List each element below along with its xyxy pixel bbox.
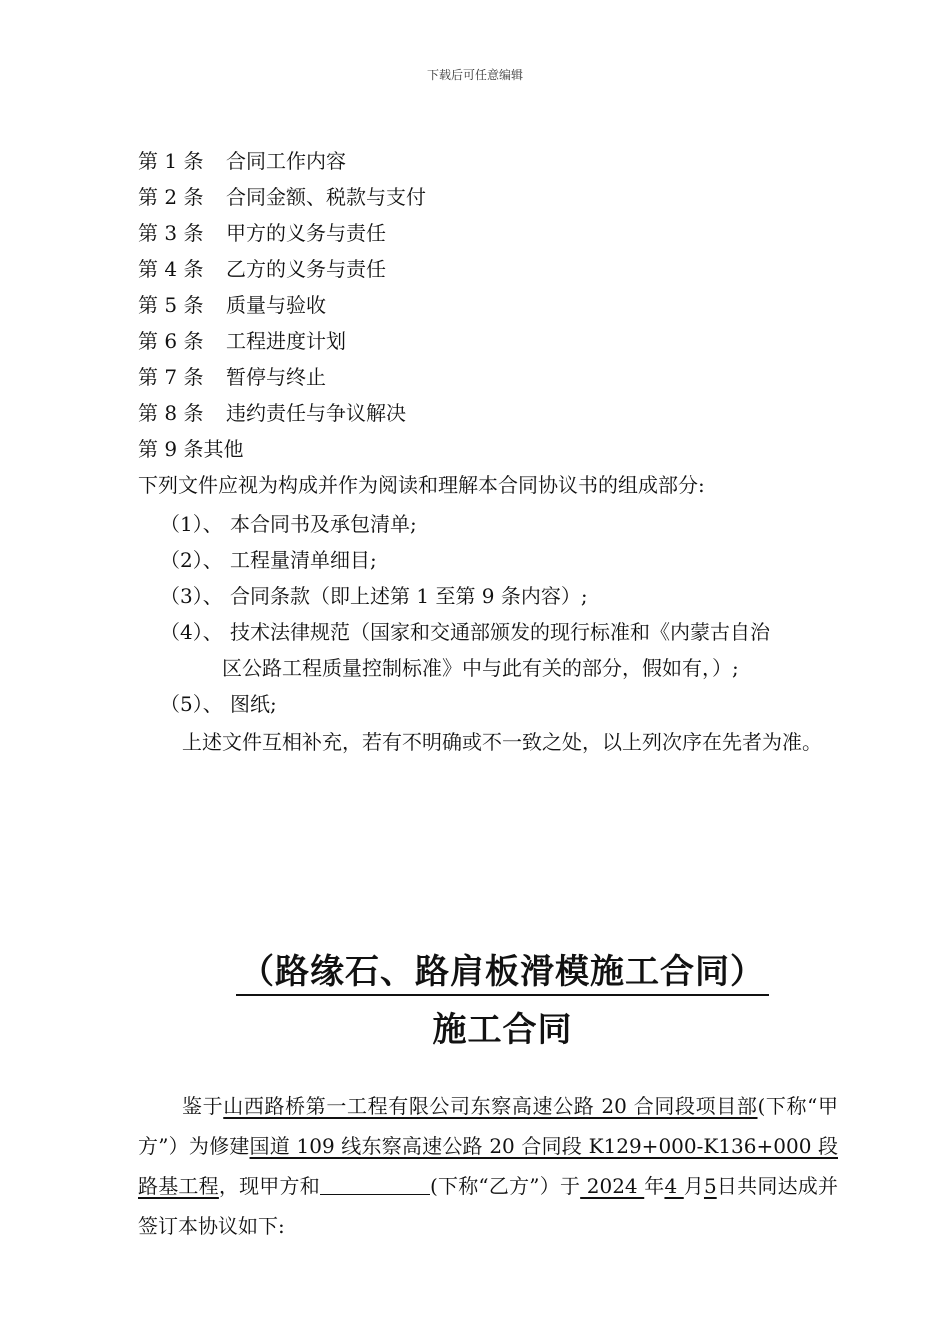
sign-month: 4 xyxy=(664,1174,684,1198)
toc-item-number: 第 2 条 xyxy=(138,185,204,209)
toc-item xyxy=(138,326,426,362)
toc-item-number: 第 7 条 xyxy=(138,365,204,389)
list-item-text: 本合同书及承包清单; xyxy=(230,512,417,536)
precedence-note xyxy=(138,722,838,762)
agreement-paragraph xyxy=(138,1086,838,1246)
toc-item-number: 第 1 条 xyxy=(138,149,204,173)
toc-item xyxy=(138,182,426,218)
list-item-text: 图纸; xyxy=(230,692,277,716)
list-item-index: （5）、 xyxy=(160,692,223,716)
list-item-index: （1）、 xyxy=(160,512,223,536)
precedence-note-text: 上述文件互相补充，若有不明确或不一致之处，以上列次序在先者为准。 xyxy=(182,730,822,754)
list-item-text: 技术法律规范（国家和交通部颁发的现行标准和《内蒙古自治 xyxy=(230,620,770,644)
list-item-continuation xyxy=(160,650,840,686)
party-b-blank xyxy=(320,1172,430,1195)
toc-item xyxy=(138,362,426,398)
toc-item-title: 工程进度计划 xyxy=(226,329,346,353)
toc-item-number: 第 3 条 xyxy=(138,221,204,245)
agreement-text-part: 日共同达成并签订本协议如下: xyxy=(138,1174,839,1238)
toc-item-number: 第 8 条 xyxy=(138,401,204,425)
agreement-text-part: ，现甲方和 xyxy=(218,1174,320,1198)
list-item xyxy=(160,542,840,578)
toc-item xyxy=(138,398,426,434)
sign-day: 5 xyxy=(703,1174,717,1198)
toc-item-title: 违约责任与争议解决 xyxy=(226,401,406,425)
sign-year: 2024 xyxy=(580,1174,645,1198)
contract-documents-list xyxy=(160,506,840,722)
list-item-text: 区公路工程质量控制标准》中与此有关的部分，假如有，）; xyxy=(222,656,739,680)
toc-item-title: 乙方的义务与责任 xyxy=(226,257,386,281)
agreement-text-part: 月 xyxy=(683,1174,704,1198)
toc-item xyxy=(138,254,426,290)
toc-item-number: 第 5 条 xyxy=(138,293,204,317)
toc-item xyxy=(138,434,426,470)
agreement-text-part: (下称“甲方”）为修建 xyxy=(138,1094,839,1158)
table-of-contents xyxy=(138,146,426,470)
toc-item xyxy=(138,146,426,182)
toc-item-title: 合同金额、税款与支付 xyxy=(226,185,426,209)
agreement-text-part: 年 xyxy=(644,1174,665,1198)
agreement-text-part: (下称“乙方”）于 xyxy=(429,1174,581,1198)
contract-subtitle: 施工合同 xyxy=(432,1010,573,1050)
toc-item xyxy=(138,218,426,254)
toc-item-title: 甲方的义务与责任 xyxy=(226,221,386,245)
project-name: 国道 109 线东察高速公路 20 合同段 K129+000-K136+000 段路基工程 xyxy=(138,1134,838,1198)
toc-item xyxy=(138,290,426,326)
contract-title xyxy=(0,944,950,993)
list-item-text: 工程量清单细目; xyxy=(230,548,377,572)
toc-item-number: 第 4 条 xyxy=(138,257,204,281)
toc-item-number: 第 9 条其他 xyxy=(138,437,244,461)
list-item-index: （2）、 xyxy=(160,548,223,572)
toc-item-title: 暂停与终止 xyxy=(226,365,326,389)
list-item xyxy=(160,614,840,650)
list-item-text: 合同条款（即上述第 1 至第 9 条内容）; xyxy=(230,584,588,608)
toc-item-title: 合同工作内容 xyxy=(226,149,346,173)
list-item xyxy=(160,578,840,614)
documents-intro: 下列文件应视为构成并作为阅读和理解本合同协议书的组成部分: xyxy=(138,473,705,497)
toc-item-title: 质量与验收 xyxy=(226,293,326,317)
list-item xyxy=(160,506,840,542)
agreement-text-part: 鉴于 xyxy=(182,1094,224,1118)
toc-item-number: 第 6 条 xyxy=(138,329,204,353)
list-item xyxy=(160,686,840,722)
party-a-name: 山西路桥第一工程有限公司东察高速公路 20 合同段项目部 xyxy=(223,1094,758,1118)
list-item-index: （3）、 xyxy=(160,584,223,608)
page-header: 下载后可任意编辑 xyxy=(426,68,523,82)
contract-title-text: （路缘石、路肩板滑模施工合同） xyxy=(236,952,769,996)
agreement-text xyxy=(138,1086,838,1246)
list-item-index: （4）、 xyxy=(160,620,223,644)
